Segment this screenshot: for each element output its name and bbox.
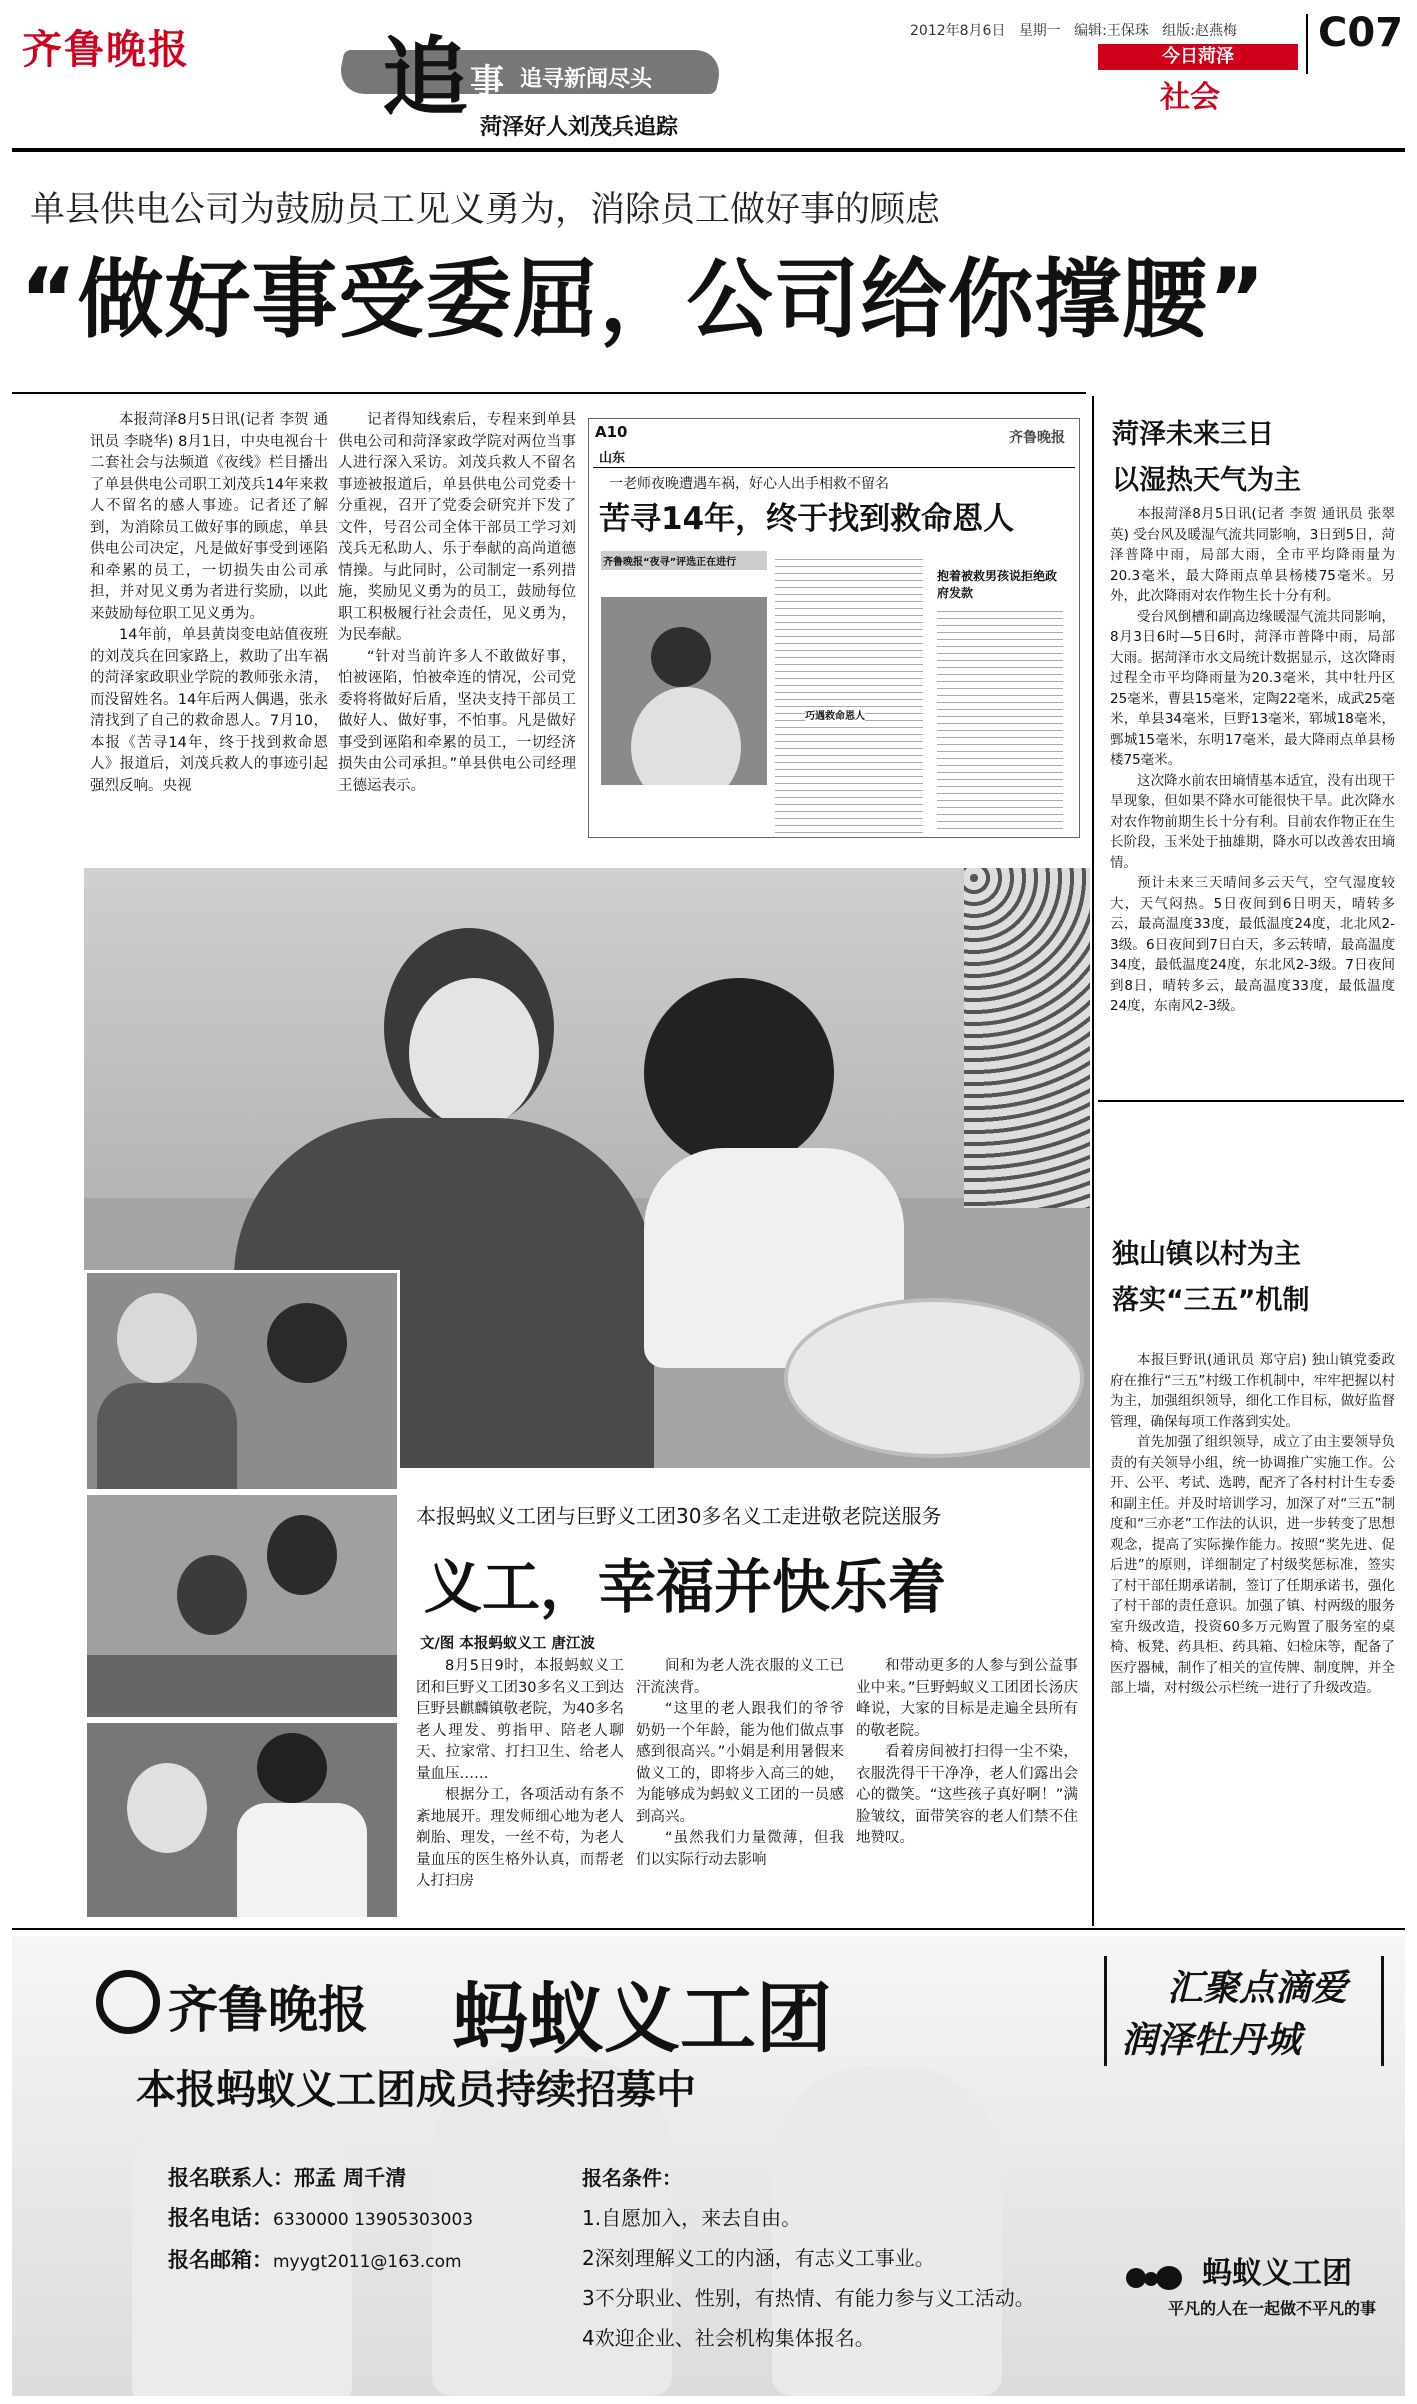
clipping-text-lines: [775, 553, 923, 838]
ant-body-segment: [1126, 2268, 1146, 2288]
newspaper-logo: 齐鲁晚报: [22, 26, 190, 73]
weather-title-1: 菏泽未来三日: [1112, 419, 1274, 450]
paragraph: 受台风倒槽和副高边缘暖湿气流共同影响，8月3日6时—5日6时，菏泽市普降中雨，局部大雨。据菏泽市水文局统计数据显示，这次降雨过程全市平均降雨量为20.3毫米，其中牡丹区25毫米，曹县15毫米，定陶22毫米，成武25毫米，单县34毫米，巨野13毫米，郓城18毫米，鄄城15毫米，东明17毫米，最大降雨点单县杨楼75毫米。: [1110, 608, 1395, 768]
clipping-logo: 齐鲁晚报: [1009, 430, 1065, 446]
ad-contact: [168, 2158, 473, 2282]
barber-shirt: [237, 1803, 367, 1920]
paragraph: 间和为老人洗衣服的义工已汗流浃背。: [636, 1658, 844, 1696]
clipping-side-title: 抱着被救男孩说拒绝政府发款: [937, 567, 1063, 601]
headline-rule: [12, 392, 1086, 394]
paragraph: 根据分工，各项活动有条不紊地展开。理发师细心地为老人剃胎、理发，一丝不苟，为老人量血压的医生格外认真，而帮老人打扫房: [416, 1787, 624, 1889]
ad-logo-mark: [96, 1970, 160, 2034]
paragraph: 首先加强了组织领导，成立了由主要领导负责的有关领导小组，统一协调推广实施工作。公开、公平、考试、选聘，配齐了各村村计生专委和副主任。并及时培训学习，加深了对“三五”制度和“三亦老”工作法的认识，进一步转变了思想观念，提高了实际操作能力。按照“奖先进、促后进”的原则，详细制定了村级奖惩标准，签实了村干部任期承诺制，签订了任期承诺书，强化了村干部的责任意识。加强了镇、村两级的服务室升级改造，投资60多万元购置了服务室的桌椅、板凳、药具柜、药具箱、妇检床等，配备了医疗器械，制作了相关的宣传牌、制度牌，并全部上墙，对村级公示栏统一进行了升级改造。: [1110, 1434, 1395, 1696]
dushan-body: [1110, 1350, 1395, 1910]
ant-motto: 平凡的人在一起做不平凡的事: [1168, 2299, 1377, 2318]
condition-item: 4欢迎企业、社会机构集体报名。: [582, 2326, 875, 2350]
paragraph: “针对当前许多人不敢做好事，怕被诬陷，怕被牵连的情况，公司党委将将做好后盾，坚决支持干部员工做好人、做好事，不怕事。凡是做好事受到诬陷和牵累的员工，一切经济损失由公司承担。”单县供电公司经理王德运表示。: [338, 648, 576, 794]
paragraph: 本报菏泽8月5日讯(记者 李贺 通讯员 张翠英) 受台风及暖湿气流共同影响，3日到5日，菏泽普降中雨，局部大雨，全市平均降雨量为20.3毫米，最大降雨点单县杨楼75毫米。另外，此次降雨对农作物生长十分有利。: [1110, 506, 1395, 604]
date-line: [910, 20, 1237, 40]
girl-head: [644, 978, 834, 1168]
ad-slogan-box: [1104, 1956, 1384, 2066]
ad-slogan-top: 汇聚点滴爱: [1167, 1967, 1348, 2009]
table: [87, 1655, 400, 1720]
paragraph: 预计未来三天晴间多云天气，空气湿度较大，天气闷热。5日夜间到6日明天，晴转多云，最高温度33度，最低温度24度，北北风2-3级。6日夜间到7日白天，多云转晴，最高温度34度，最低温度24度，东北风2-3级。7日夜间到8日，晴转多云，最高温度33度，最低温度24度，东南风2-3级。: [1110, 875, 1395, 1014]
clipping-region: 山东: [599, 451, 626, 466]
volunteer-column-3: [856, 1656, 1078, 1918]
paragraph: 记者得知线索后，专程来到单县供电公司和菏泽家政学院对两位当事人进行深入采访。刘茂兵救人不留名事迹被报道后，单县供电公司党委十分重视，召开了党委会研究并下发了文件，号召公司全体干部员工学习刘茂兵无私助人、乐于奉献的高尚道德情操。与此同时，公司制定一系列措施，奖励见义勇为的员工，鼓励每位职工积极履行社会责任，见义勇为，为民奉献。: [338, 412, 576, 643]
lead-column-2: [338, 410, 576, 850]
volunteer-kicker: 本报蚂蚁义工团与巨野义工团30多名义工走进敬老院送服务: [416, 1504, 942, 1528]
face: [409, 978, 539, 1128]
email-label: 报名邮箱：: [168, 2248, 273, 2272]
person-figure: [631, 687, 741, 785]
editor-credit: 编辑:王保珠: [1074, 23, 1149, 39]
contact-value: 邢孟 周千清: [294, 2166, 407, 2190]
volunteer-column-2: [636, 1656, 844, 1918]
clipping-photo: [601, 597, 767, 785]
column-small-char: 事: [470, 62, 504, 102]
page-number: C07: [1318, 10, 1404, 56]
volunteer-column-1: [416, 1656, 624, 1918]
elder-head: [127, 1763, 207, 1853]
clipping-headline: 苦寻14年，终于找到救命恩人: [599, 501, 1015, 537]
lead-headline: “做好事受委屈，公司给你撑腰”: [20, 250, 1267, 350]
phone-label: 报名电话：: [168, 2206, 273, 2230]
column-banner: [340, 16, 740, 140]
paragraph: 看着房间被打扫得一尘不染，衣服洗得干干净净，老人们露出会心的微笑。“这些孩子真好啊！”满脸皱纹，面带笑容的老人们禁不住地赞叹。: [856, 1744, 1078, 1846]
paragraph: 和带动更多的人参与到公益事业中来。”巨野蚂蚁义工团团长汤庆峰说，大家的目标是走遍全县所有的敬老院。: [856, 1658, 1078, 1739]
masthead-vertical-rule: [1306, 14, 1308, 74]
volunteer-byline: 文/图 本报蚂蚁义工 唐江波: [420, 1636, 595, 1652]
condition-item: 2深刻理解义工的内涵，有志义工事业。: [582, 2246, 935, 2270]
inset-photo-elder: [84, 1270, 400, 1492]
contact-row: [168, 2158, 473, 2198]
clipping-side-lines: [937, 605, 1063, 835]
ad-top-rule: [12, 1928, 1405, 1930]
right-column-rule: [1092, 396, 1094, 1926]
contact-label: 报名联系人：: [168, 2166, 294, 2190]
paragraph: “这里的老人跟我们的爷爷奶奶一个年龄，能为他们做点事感到很高兴。”小娟是利用暑假来做义工的，即将步入高三的她，为能够成为蚂蚁义工团的一员感到高兴。: [636, 1701, 844, 1825]
ad-slogan-bottom: 润泽牡丹城: [1121, 2019, 1302, 2061]
ad-title: 本报蚂蚁义工团成员持续招募中: [136, 2067, 696, 2113]
elder-body: [97, 1383, 237, 1492]
paragraph: 14年前，单县黄岗变电站值夜班的刘茂兵在回家路上，救助了出车祸的菏泽家政职业学院的教师张永清，而没留姓名。14年后两人偶遇，张永清找到了自己的救命恩人。7月10，本报《苦寻14年，终于找到救命恩人》报道后，刘茂兵救人的事迹引起强烈反响。央视: [90, 627, 328, 794]
elder-head: [117, 1293, 197, 1383]
paragraph: “虽然我们力量微薄，但我们以实际行动去影响: [636, 1830, 844, 1868]
condition-item: 1.自愿加入，来去自由。: [582, 2206, 802, 2230]
paragraph: 本报巨野讯(通讯员 郑守启) 独山镇党委政府在推行“三五”村级工作机制中，牢牢把握以村为主，加强组织领导，细化工作目标，做好监督管理，确保每项工作落到实处。: [1110, 1352, 1395, 1430]
clipping-box-title: 齐鲁晚报“夜寻”评选正在进行: [601, 551, 767, 570]
section-name: 社会: [1160, 80, 1220, 115]
layout-credit: 组版:赵燕梅: [1162, 23, 1237, 39]
volunteer-head: [267, 1303, 347, 1383]
clipping-kicker: 一老师夜晚遭遇车祸，好心人出手相救不留名: [609, 476, 889, 492]
clipping-rule: [593, 467, 1075, 468]
wash-basin: [784, 1298, 1084, 1458]
newspaper-clipping: [588, 418, 1080, 838]
elder-head: [177, 1555, 247, 1635]
barber-head: [257, 1733, 327, 1803]
ad-conditions: [582, 2158, 1035, 2358]
email-row: [168, 2240, 473, 2282]
region-badge: 今日菏泽: [1098, 44, 1298, 70]
ant-brand-name: 蚂蚁义工团: [1202, 2256, 1352, 2291]
paragraph: 8月5日9时，本报蚂蚁义工团和巨野义工团30多名义工到达巨野县麒麟镇敬老院，为40多名老人理发、剪指甲、陪老人聊天、拉家常、打扫卫生、给老人量血压……: [416, 1658, 624, 1782]
dushan-title-2: 落实“三五”机制: [1112, 1285, 1310, 1316]
ad-brand: 蚂蚁义工团: [452, 1974, 832, 2063]
issue-date: 2012年8月6日: [910, 23, 1006, 39]
inset-photo-haircut: [84, 1720, 400, 1920]
inset-photo-blood-pressure: [84, 1492, 400, 1720]
person-figure: [651, 627, 711, 687]
paragraph: 这次降水前农田墒情基本适宜，没有出现干旱现象，但如果不降水可能很快干旱。此次降水对农作物前期生长十分有利。目前农作物正在生长阶段，玉米处于抽雄期，降水可以改善农田墒情。: [1110, 772, 1395, 871]
lead-column-1: [90, 410, 328, 850]
paragraph: 本报菏泽8月5日讯(记者 李贺 通讯员 李晓华) 8月1日，中央电视台十二套社会与法频道《夜线》栏目播出了单县供电公司职工刘茂兵14年来救人不留名的感人事迹。记者还了解到，为消除员工做好事的顾虑，单县供电公司决定，凡是做好事受到诬陷和牵累的员工，一切损失由公司承担，并对见义勇为者进行奖励，以此来鼓励每位职工见义勇为。: [90, 412, 328, 622]
phone-row: [168, 2198, 473, 2240]
issue-weekday: 星期一: [1018, 23, 1061, 39]
column-slogan: 追寻新闻尽头: [520, 67, 653, 92]
ad-newspaper-logo: 齐鲁晚报: [168, 1980, 368, 2039]
condition-item: 3不分职业、性别，有热情、有能力参与义工活动。: [582, 2286, 1035, 2310]
weather-body: [1110, 504, 1395, 1096]
volunteer-head: [267, 1515, 337, 1595]
column-subtitle: 菏泽好人刘茂兵追踪: [480, 115, 679, 140]
clipping-page-no: A10: [595, 423, 628, 441]
masthead-rule: [12, 148, 1405, 152]
patterned-dress: [964, 868, 1090, 1208]
right-divider: [1098, 1100, 1404, 1102]
ant-body-segment: [1156, 2266, 1182, 2290]
ant-icon: [1126, 2254, 1190, 2300]
clipping-sub: 巧遇救命恩人: [805, 707, 865, 722]
lead-kicker: 单县供电公司为鼓励员工见义勇为，消除员工做好事的顾虑: [30, 190, 941, 230]
column-big-char: 追: [382, 27, 468, 128]
recruitment-ad: [12, 1936, 1405, 2396]
phone-value: 6330000 13905303003: [273, 2210, 474, 2230]
dushan-title-1: 独山镇以村为主: [1112, 1239, 1301, 1270]
weather-title-2: 以湿热天气为主: [1112, 465, 1301, 496]
volunteer-headline: 义工，幸福并快乐着: [424, 1553, 947, 1621]
email-value: myygt2011@163.com: [273, 2252, 462, 2272]
conditions-title: 报名条件：: [582, 2166, 682, 2190]
